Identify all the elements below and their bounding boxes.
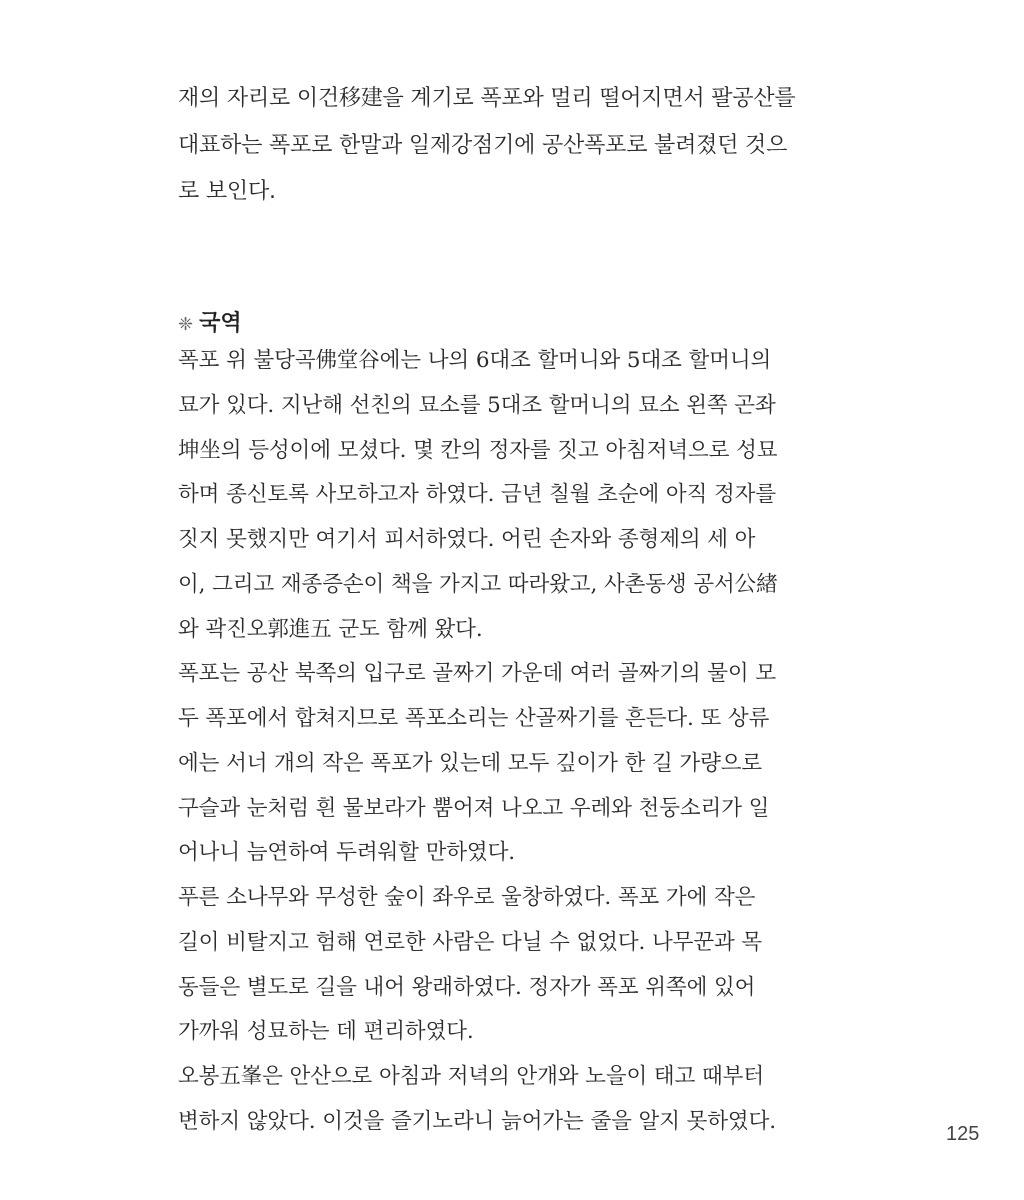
section-heading — [178, 306, 242, 343]
section-mark-icon: ❈ — [178, 314, 194, 335]
intro-line: 재의 자리로 이건移建을 계기로 폭포와 멀리 떨어지면서 팔공산를 — [178, 86, 796, 111]
translation-line: 어나니 늠연하여 두려워할 만하였다. — [178, 840, 515, 866]
page-number: 125 — [946, 1123, 980, 1145]
intro-line: 로 보인다. — [178, 179, 276, 204]
translation-line: 폭포 위 불당곡佛堂谷에는 나의 6대조 할머니와 5대조 할머니의 — [178, 348, 772, 373]
translation-line: 와 곽진오郭進五 군도 함께 왔다. — [178, 616, 483, 642]
section-title: 국역 — [199, 311, 242, 336]
translation-line: 푸른 소나무와 무성한 숲이 좌우로 울창하였다. 폭포 가에 작은 — [178, 885, 756, 910]
translation-line: 에는 서너 개의 작은 폭포가 있는데 모두 깊이가 한 길 가량으로 — [178, 750, 763, 776]
intro-line: 대표하는 폭포로 한말과 일제강점기에 공산폭포로 불려졌던 것으 — [178, 132, 788, 158]
translation-line: 이, 그리고 재종증손이 책을 가지고 따라왔고, 사촌동생 공서公緖 — [178, 571, 778, 597]
translation-line: 동들은 별도로 길을 내어 왕래하였다. 정자가 폭포 위쪽에 있어 — [178, 974, 756, 1000]
intro-paragraph — [178, 76, 796, 216]
translation-body — [178, 339, 778, 1145]
translation-line: 구슬과 눈처럼 흰 물보라가 뿜어져 나오고 우레와 천둥소리가 일 — [178, 795, 770, 821]
translation-line: 길이 비탈지고 험해 연로한 사람은 다닐 수 없었다. 나무꾼과 목 — [178, 929, 763, 955]
translation-line: 두 폭포에서 합쳐지므로 폭포소리는 산골짜기를 흔든다. 또 상류 — [178, 706, 770, 731]
translation-line: 폭포는 공산 북쪽의 입구로 골짜기 가운데 여러 골짜기의 물이 모 — [178, 661, 777, 687]
translation-line: 坤坐의 등성이에 모셨다. 몇 칸의 정자를 짓고 아침저녁으로 성묘 — [178, 437, 778, 463]
translation-line: 하며 종신토록 사모하고자 하였다. 금년 칠월 초순에 아직 정자를 — [178, 482, 777, 508]
translation-line: 변하지 않았다. 이것을 즐기노라니 늙어가는 줄을 알지 못하였다. — [178, 1108, 777, 1134]
translation-line: 오봉五峯은 안산으로 아침과 저녁의 안개와 노을이 태고 때부터 — [178, 1064, 764, 1089]
translation-line: 가까워 성묘하는 데 편리하였다. — [178, 1019, 474, 1045]
translation-line: 묘가 있다. 지난해 선친의 묘소를 5대조 할머니의 묘소 왼쪽 곤좌 — [178, 392, 776, 418]
translation-line: 짓지 못했지만 여기서 피서하였다. 어린 손자와 종형제의 세 아 — [178, 527, 756, 552]
